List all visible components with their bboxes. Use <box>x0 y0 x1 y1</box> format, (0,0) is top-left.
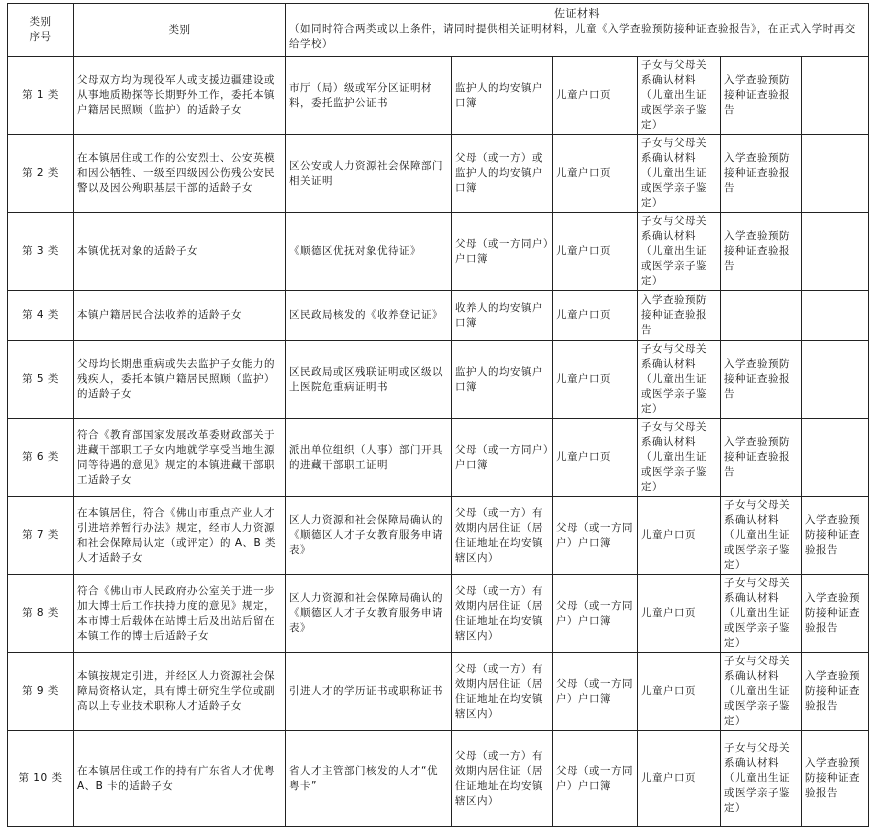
row-material-cell: 区公安或人力资源社会保障部门相关证明 <box>286 135 452 213</box>
row-seq: 第 2 类 <box>8 135 74 213</box>
row-seq: 第 5 类 <box>8 341 74 419</box>
row-material-cell: 市厅（局）级或军分区证明材料，委托监护公证书 <box>286 57 452 135</box>
row-material-cell: 父母（或一方）或监护人的均安镇户口簿 <box>452 135 553 213</box>
row-material-cell: 区民政局核发的《收养登记证》 <box>286 291 452 341</box>
header-materials-title: 佐证材料 <box>554 7 601 20</box>
row-category-desc: 本镇优抚对象的适龄子女 <box>74 213 286 291</box>
row-material-cell: 父母（或一方）有效期内居住证（居住证地址在均安镇辖区内） <box>452 575 553 653</box>
row-seq: 第 6 类 <box>8 419 74 497</box>
row-material-cell: 儿童户口页 <box>638 731 721 827</box>
table-row <box>8 291 869 341</box>
row-material-cell: 子女与父母关系确认材料（儿童出生证或医学亲子鉴定） <box>638 135 721 213</box>
row-material-cell <box>802 419 869 497</box>
row-material-cell: 子女与父母关系确认材料（儿童出生证或医学亲子鉴定） <box>721 497 802 575</box>
row-material-cell: 省人才主管部门核发的人才“优粤卡” <box>286 731 452 827</box>
row-material-cell: 子女与父母关系确认材料（儿童出生证或医学亲子鉴定） <box>721 653 802 731</box>
row-material-cell <box>802 135 869 213</box>
row-material-cell: 子女与父母关系确认材料（儿童出生证或医学亲子鉴定） <box>721 731 802 827</box>
row-material-cell: 儿童户口页 <box>553 135 638 213</box>
table-row <box>8 497 869 575</box>
row-material-cell: 入学查验预防接种证查验报告 <box>802 731 869 827</box>
row-material-cell: 区民政局或区残联证明或区级以上医院危重病证明书 <box>286 341 452 419</box>
row-material-cell <box>802 213 869 291</box>
row-material-cell: 父母（或一方同户）户口簿 <box>553 731 638 827</box>
table-row <box>8 135 869 213</box>
row-material-cell: 子女与父母关系确认材料（儿童出生证或医学亲子鉴定） <box>638 57 721 135</box>
row-material-cell: 入学查验预防接种证查验报告 <box>802 653 869 731</box>
row-material-cell: 监护人的均安镇户口簿 <box>452 57 553 135</box>
row-category-desc: 在本镇居住或工作的公安烈士、公安英模和因公牺牲、一级至四级因公伤残公安民警以及因公殉职基层干部的适龄子女 <box>74 135 286 213</box>
row-material-cell: 子女与父母关系确认材料（儿童出生证或医学亲子鉴定） <box>638 341 721 419</box>
row-material-cell: 入学查验预防接种证查验报告 <box>638 291 721 341</box>
row-material-cell: 《顺德区优抚对象优待证》 <box>286 213 452 291</box>
row-material-cell: 儿童户口页 <box>638 575 721 653</box>
row-material-cell: 入学查验预防接种证查验报告 <box>721 135 802 213</box>
row-material-cell: 入学查验预防接种证查验报告 <box>721 341 802 419</box>
row-material-cell: 父母（或一方同户）户口簿 <box>553 653 638 731</box>
row-material-cell: 入学查验预防接种证查验报告 <box>721 419 802 497</box>
row-material-cell: 儿童户口页 <box>638 653 721 731</box>
table-row <box>8 341 869 419</box>
row-material-cell: 父母（或一方同户）户口簿 <box>452 213 553 291</box>
row-seq: 第 10 类 <box>8 731 74 827</box>
row-material-cell: 父母（或一方同户）户口簿 <box>553 575 638 653</box>
header-seq <box>8 4 74 57</box>
row-category-desc: 符合《佛山市人民政府办公室关于进一步加大博士后工作扶持力度的意见》规定，本市博士后载体在站博士后及出站后留在本镇工作的博士后适龄子女 <box>74 575 286 653</box>
table-row <box>8 419 869 497</box>
row-category-desc: 父母双方均为现役军人或支援边疆建设或从事地质勘探等长期野外工作，委托本镇户籍居民照顾（监护）的适龄子女 <box>74 57 286 135</box>
header-materials <box>286 4 869 57</box>
row-category-desc: 本镇按规定引进，并经区人力资源社会保障局资格认定，具有博士研究生学位或副高以上专业技术职称人才适龄子女 <box>74 653 286 731</box>
row-material-cell: 子女与父母关系确认材料（儿童出生证或医学亲子鉴定） <box>638 419 721 497</box>
row-seq: 第 9 类 <box>8 653 74 731</box>
row-material-cell: 父母（或一方同户）户口簿 <box>452 419 553 497</box>
header-seq-text: 类别 序号 <box>29 16 52 43</box>
row-seq: 第 8 类 <box>8 575 74 653</box>
row-material-cell: 区人力资源和社会保障局确认的《顺德区人才子女教育服务申请表》 <box>286 575 452 653</box>
row-material-cell: 引进人才的学历证书或职称证书 <box>286 653 452 731</box>
row-material-cell: 入学查验预防接种证查验报告 <box>721 57 802 135</box>
materials-table <box>7 3 869 827</box>
table-row <box>8 731 869 827</box>
row-material-cell: 儿童户口页 <box>553 57 638 135</box>
row-material-cell: 派出单位组织（人事）部门开具的进藏干部职工证明 <box>286 419 452 497</box>
row-seq: 第 7 类 <box>8 497 74 575</box>
table-row <box>8 653 869 731</box>
row-material-cell <box>802 341 869 419</box>
row-material-cell: 监护人的均安镇户口簿 <box>452 341 553 419</box>
row-material-cell <box>802 291 869 341</box>
row-material-cell: 父母（或一方）有效期内居住证（居住证地址在均安镇辖区内） <box>452 731 553 827</box>
row-category-desc: 在本镇居住，符合《佛山市重点产业人才引进培养暂行办法》规定，经市人力资源和社会保障局认定（或评定）的 A、B 类人才适龄子女 <box>74 497 286 575</box>
header-category: 类别 <box>74 4 286 57</box>
row-material-cell: 父母（或一方）有效期内居住证（居住证地址在均安镇辖区内） <box>452 497 553 575</box>
row-material-cell: 入学查验预防接种证查验报告 <box>802 497 869 575</box>
row-material-cell: 收养人的均安镇户口簿 <box>452 291 553 341</box>
row-material-cell: 儿童户口页 <box>553 341 638 419</box>
row-material-cell: 入学查验预防接种证查验报告 <box>802 575 869 653</box>
row-category-desc: 符合《教育部国家发展改革委财政部关于进藏干部职工子女内地就学享受当地生源同等待遇的意见》规定的本镇进藏干部职工适龄子女 <box>74 419 286 497</box>
header-materials-note: （如同时符合两类或以上条件，请同时提供相关证明材料，儿童《入学查验预防接种证查验报告》，在正式入学时再交给学校） <box>289 23 856 50</box>
row-material-cell: 子女与父母关系确认材料（儿童出生证或医学亲子鉴定） <box>721 575 802 653</box>
row-seq: 第 1 类 <box>8 57 74 135</box>
row-material-cell: 入学查验预防接种证查验报告 <box>721 213 802 291</box>
row-material-cell: 儿童户口页 <box>553 213 638 291</box>
row-material-cell: 儿童户口页 <box>638 497 721 575</box>
row-material-cell: 父母（或一方同户）户口簿 <box>553 497 638 575</box>
row-material-cell: 儿童户口页 <box>553 291 638 341</box>
row-material-cell: 区人力资源和社会保障局确认的《顺德区人才子女教育服务申请表》 <box>286 497 452 575</box>
row-material-cell: 父母（或一方）有效期内居住证（居住证地址在均安镇辖区内） <box>452 653 553 731</box>
row-seq: 第 3 类 <box>8 213 74 291</box>
row-category-desc: 父母均长期患重病或失去监护子女能力的残疾人，委托本镇户籍居民照顾（监护）的适龄子女 <box>74 341 286 419</box>
table-row <box>8 213 869 291</box>
row-material-cell: 儿童户口页 <box>553 419 638 497</box>
row-seq: 第 4 类 <box>8 291 74 341</box>
row-material-cell <box>802 57 869 135</box>
header-row <box>8 4 869 57</box>
row-material-cell <box>721 291 802 341</box>
row-category-desc: 本镇户籍居民合法收养的适龄子女 <box>74 291 286 341</box>
table-row <box>8 57 869 135</box>
row-material-cell: 子女与父母关系确认材料（儿童出生证或医学亲子鉴定） <box>638 213 721 291</box>
table-row <box>8 575 869 653</box>
row-category-desc: 在本镇居住或工作的持有广东省人才优粤 A、B 卡的适龄子女 <box>74 731 286 827</box>
